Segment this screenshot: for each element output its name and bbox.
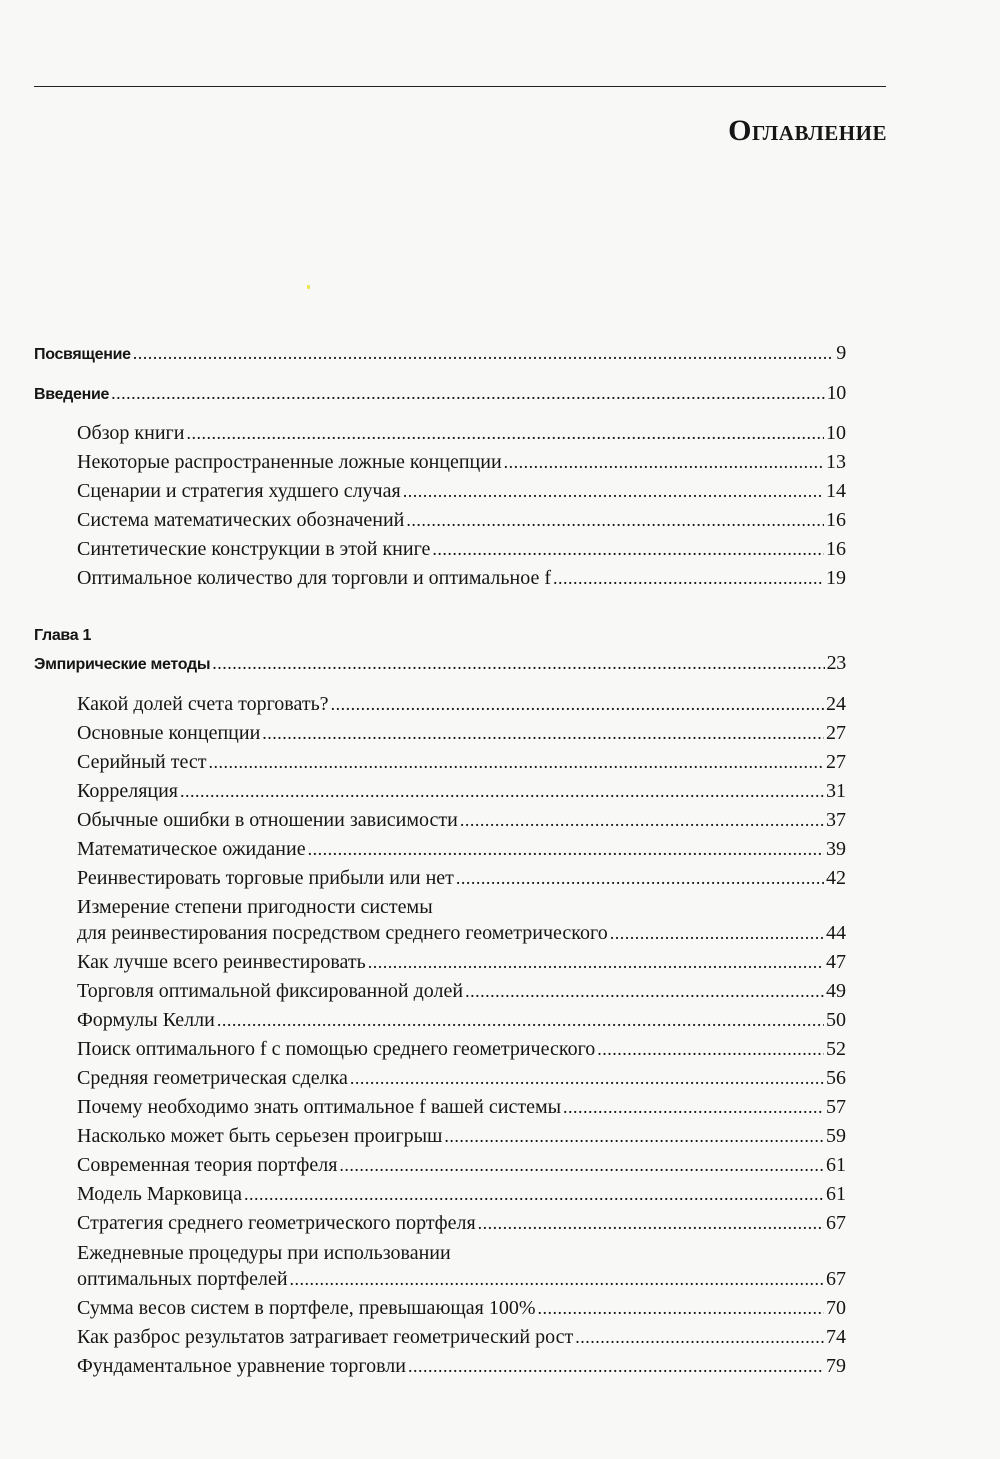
toc-entry-label: Синтетические конструкции в этой книге xyxy=(77,538,431,560)
dot-leader xyxy=(350,1066,824,1090)
toc-entry[interactable] xyxy=(77,1267,846,1291)
toc-entry-label: Эмпирические методы xyxy=(34,656,211,673)
toc-entry-chapter-1[interactable] xyxy=(34,651,846,677)
toc-entry[interactable] xyxy=(77,921,846,945)
toc-entry-label: Формулы Келли xyxy=(77,1009,215,1031)
dot-leader xyxy=(331,692,824,716)
dot-leader xyxy=(186,421,824,445)
dot-leader xyxy=(610,921,824,945)
toc-entry-label: Поиск оптимального f с помощью среднего геометрического xyxy=(77,1038,596,1060)
toc-entry[interactable] xyxy=(77,750,846,774)
toc-entry[interactable] xyxy=(77,1153,846,1177)
dot-leader xyxy=(180,779,824,803)
toc-entry-page: 27 xyxy=(826,751,846,773)
toc-entry[interactable] xyxy=(77,1211,846,1235)
dot-leader xyxy=(208,750,824,774)
toc-entry-page: 57 xyxy=(826,1096,846,1118)
dot-leader xyxy=(290,1267,824,1291)
dot-leader xyxy=(403,479,824,503)
toc-entry[interactable] xyxy=(77,1066,846,1090)
toc-entry-label: Какой долей счета торговать? xyxy=(77,693,329,715)
toc-entry-label: для реинвестирования посредством среднего геометрического xyxy=(77,922,608,944)
page-title: Оглавление xyxy=(728,114,887,147)
paper-speck xyxy=(307,285,310,289)
toc-entry-label: Серийный тест xyxy=(77,751,207,773)
toc-entry-page: 23 xyxy=(826,652,846,674)
toc-entry[interactable] xyxy=(77,1354,846,1378)
dot-leader xyxy=(444,1124,824,1148)
toc-entry[interactable] xyxy=(77,1124,846,1148)
toc-entry[interactable] xyxy=(77,479,846,503)
toc-entry[interactable] xyxy=(77,692,846,716)
toc-entry[interactable] xyxy=(77,950,846,974)
toc-entry[interactable] xyxy=(77,421,846,445)
toc-entry-label: Фундаментальное уравнение торговли xyxy=(77,1355,406,1377)
dot-leader xyxy=(465,979,824,1003)
toc-entry-label: Модель Марковица xyxy=(77,1183,242,1205)
toc-entry[interactable] xyxy=(77,866,846,890)
dot-leader xyxy=(262,721,824,745)
toc-entry-page: 49 xyxy=(826,980,846,1002)
toc-entry[interactable] xyxy=(77,508,846,532)
toc-entry-page: 52 xyxy=(826,1038,846,1060)
toc-entry[interactable] xyxy=(77,779,846,803)
toc-entry-label: Посвящение xyxy=(34,346,131,363)
toc-entry-label: Сценарии и стратегия худшего случая xyxy=(77,480,401,502)
toc-entry-page: 47 xyxy=(826,951,846,973)
header-rule xyxy=(34,86,886,87)
toc-entry-page: 56 xyxy=(826,1067,846,1089)
toc-entry-label: оптимальных портфелей xyxy=(77,1268,288,1290)
toc-entry[interactable] xyxy=(77,1296,846,1320)
toc-entry-page: 50 xyxy=(826,1009,846,1031)
toc-entry-page: 13 xyxy=(826,451,846,473)
toc-entry-label: Почему необходимо знать оптимальное f вашей системы xyxy=(77,1096,562,1118)
toc-entry-label: Оптимальное количество для торговли и оптимальное f xyxy=(77,567,551,589)
toc-entry[interactable] xyxy=(77,1008,846,1032)
toc-entry-dedication[interactable] xyxy=(34,341,846,367)
dot-leader xyxy=(456,866,824,890)
chapter-number: Глава 1 xyxy=(34,627,92,644)
toc-entry-label: Современная теория портфеля xyxy=(77,1154,338,1176)
dot-leader xyxy=(432,537,824,561)
toc-entry-page: 31 xyxy=(826,780,846,802)
toc-entry-label: Как разброс результатов затрагивает геометрический рост xyxy=(77,1326,574,1348)
toc-entry[interactable] xyxy=(77,537,846,561)
toc-entry[interactable] xyxy=(77,1037,846,1061)
toc-entry-page: 74 xyxy=(826,1326,846,1348)
toc-entry[interactable] xyxy=(77,566,846,590)
toc-entry-page: 14 xyxy=(826,480,846,502)
dot-leader xyxy=(244,1182,824,1206)
toc-entry-label: Корреляция xyxy=(77,780,179,802)
toc-entry[interactable] xyxy=(77,837,846,861)
toc-entry-label: Реинвестировать торговые прибыли или нет xyxy=(77,867,454,889)
toc-entry-page: 67 xyxy=(826,1212,846,1234)
toc-entry-page: 10 xyxy=(826,422,846,444)
toc-entry-page: 70 xyxy=(826,1297,846,1319)
toc-entry-label: Насколько может быть серьезен проигрыш xyxy=(77,1125,443,1147)
toc-entry[interactable] xyxy=(77,1095,846,1119)
toc-entry-page: 19 xyxy=(826,567,846,589)
toc-entry[interactable] xyxy=(77,450,846,474)
toc-entry[interactable] xyxy=(77,721,846,745)
dot-leader xyxy=(478,1211,824,1235)
toc-entry-label: Основные концепции xyxy=(77,722,261,744)
toc-entry-page: 24 xyxy=(826,693,846,715)
toc-entry[interactable] xyxy=(77,979,846,1003)
toc-entry-page: 59 xyxy=(826,1125,846,1147)
dot-leader xyxy=(553,566,824,590)
toc-entry-line1: Ежедневные процедуры при использовании xyxy=(77,1242,451,1264)
toc-entry[interactable] xyxy=(77,1182,846,1206)
toc-entry-label: Торговля оптимальной фиксированной долей xyxy=(77,980,464,1002)
dot-leader xyxy=(408,1354,824,1378)
dot-leader xyxy=(368,950,824,974)
toc-entry-label: Стратегия среднего геометрического портфеля xyxy=(77,1212,476,1234)
toc-entry-label: Математическое ожидание xyxy=(77,838,306,860)
dot-leader xyxy=(111,381,824,405)
dot-leader xyxy=(563,1095,824,1119)
toc-entry-page: 10 xyxy=(826,382,846,404)
toc-entry-page: 9 xyxy=(836,342,846,364)
toc-entry-page: 61 xyxy=(826,1183,846,1205)
dot-leader xyxy=(406,508,824,532)
toc-entry-label: Как лучше всего реинвестировать xyxy=(77,951,366,973)
toc-entry-page: 79 xyxy=(826,1355,846,1377)
dot-leader xyxy=(133,341,835,365)
toc-entry-page: 16 xyxy=(826,509,846,531)
dot-leader xyxy=(538,1296,824,1320)
dot-leader xyxy=(575,1325,824,1349)
toc-entry-page: 42 xyxy=(826,867,846,889)
dot-leader xyxy=(212,651,824,675)
toc-entry-label: Система математических обозначений xyxy=(77,509,405,531)
dot-leader xyxy=(339,1153,824,1177)
toc-entry-page: 61 xyxy=(826,1154,846,1176)
toc-entry-line1: Измерение степени пригодности системы xyxy=(77,896,433,918)
toc-entry-label: Введение xyxy=(34,386,110,403)
dot-leader xyxy=(504,450,824,474)
toc-entry-label: Некоторые распространенные ложные концепции xyxy=(77,451,502,473)
toc-entry-introduction[interactable] xyxy=(34,381,846,407)
toc-entry-page: 39 xyxy=(826,838,846,860)
dot-leader xyxy=(217,1008,824,1032)
dot-leader xyxy=(308,837,824,861)
toc-entry-label: Обзор книги xyxy=(77,422,185,444)
toc-entry-page: 16 xyxy=(826,538,846,560)
toc-entry-page: 67 xyxy=(826,1268,846,1290)
toc-entry-page: 44 xyxy=(826,922,846,944)
toc-entry-label: Средняя геометрическая сделка xyxy=(77,1067,348,1089)
toc-entry-label: Обычные ошибки в отношении зависимости xyxy=(77,809,458,831)
toc-entry[interactable] xyxy=(77,1325,846,1349)
toc-entry-label: Сумма весов систем в портфеле, превышающая 100% xyxy=(77,1297,536,1319)
dot-leader xyxy=(460,808,824,832)
toc-entry[interactable] xyxy=(77,808,846,832)
dot-leader xyxy=(597,1037,824,1061)
toc-entry-page: 37 xyxy=(826,809,846,831)
toc-entry-page: 27 xyxy=(826,722,846,744)
